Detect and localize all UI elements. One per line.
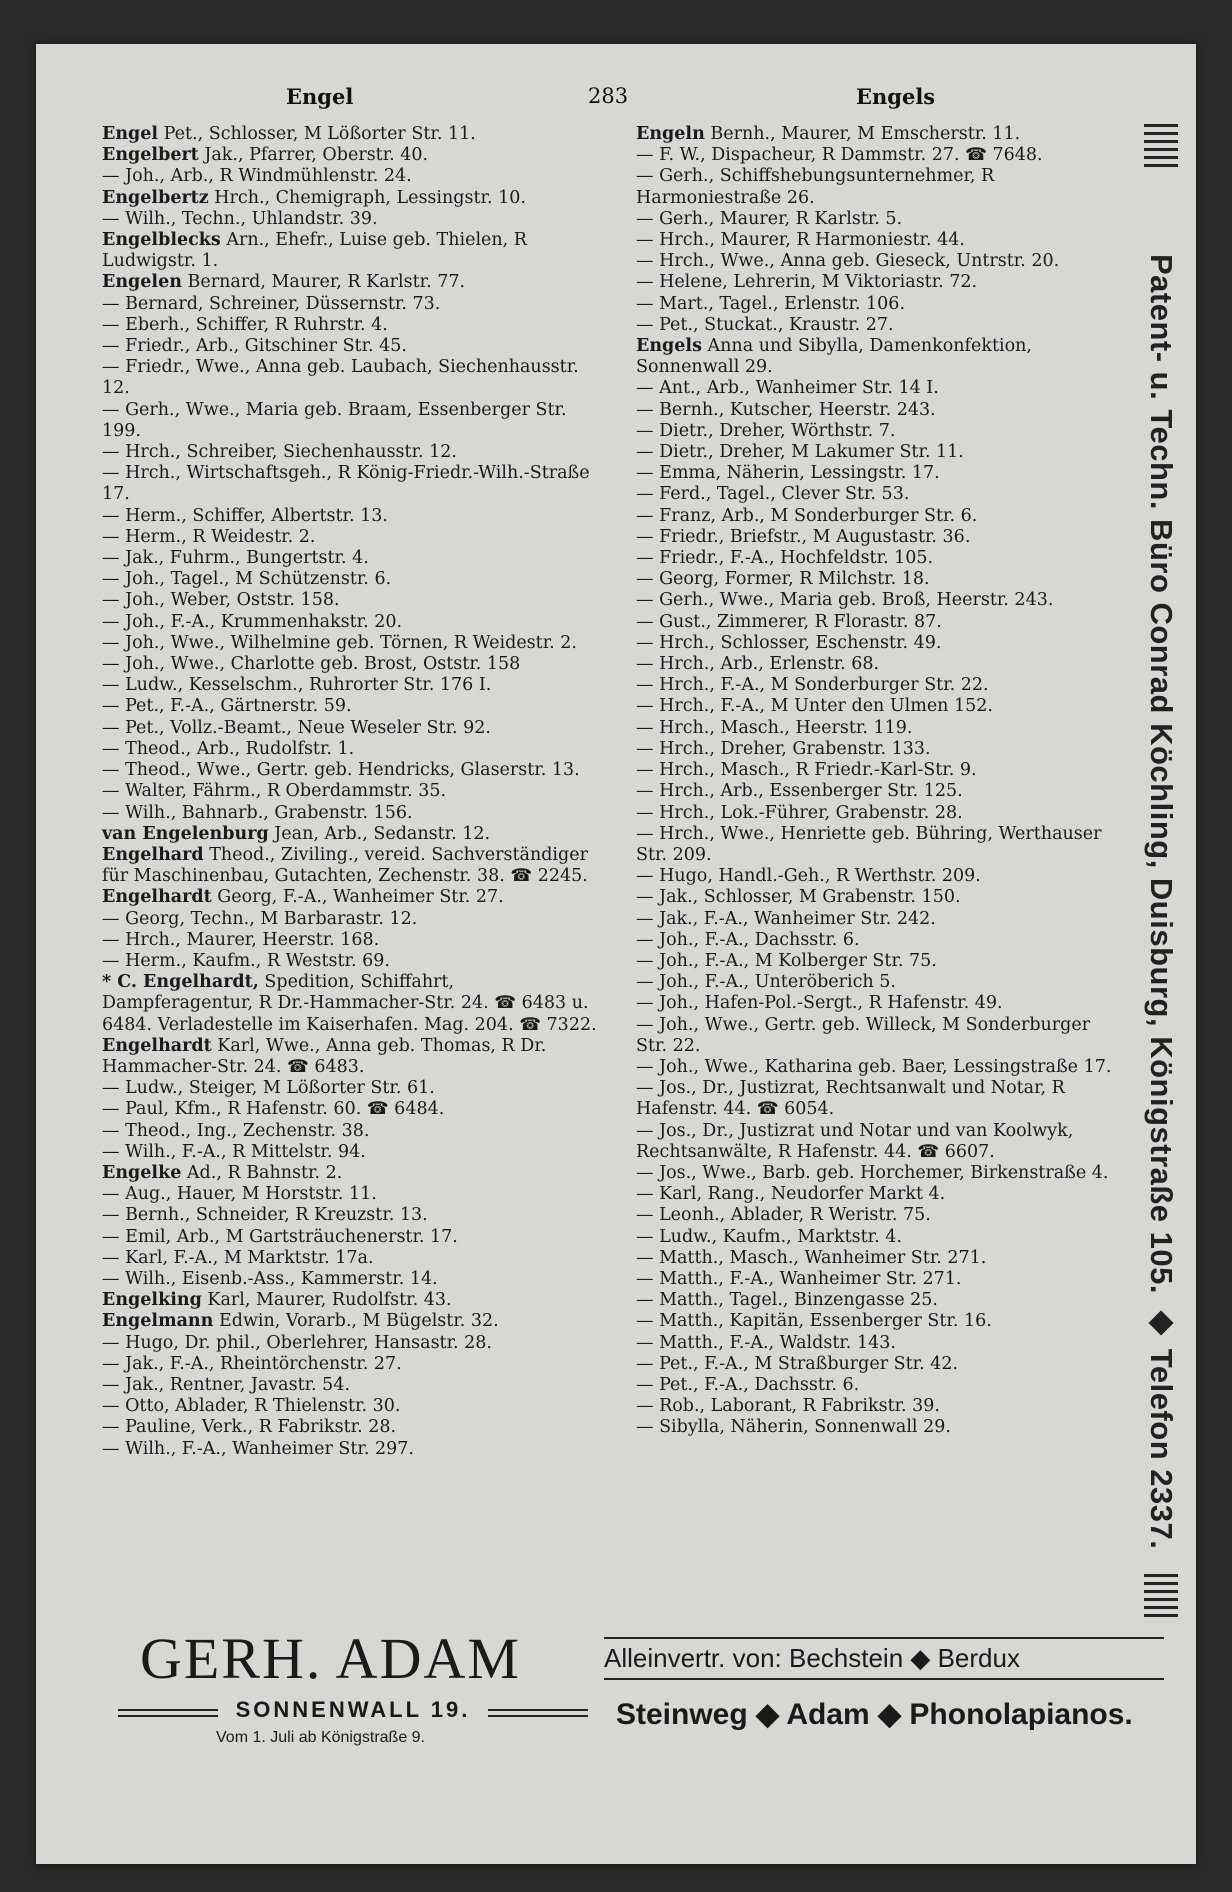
entry-text: — Hrch., Schreiber, Siechenhausstr. 12. bbox=[102, 442, 457, 463]
directory-entry bbox=[636, 993, 1116, 1014]
directory-entry bbox=[102, 506, 602, 527]
directory-entry bbox=[636, 654, 1116, 675]
header-right: Engels bbox=[856, 84, 936, 109]
entry-surname: Engel bbox=[102, 124, 159, 144]
entry-text: — F. W., Dispacheur, R Dammstr. 27. ☎ 7648. bbox=[636, 145, 1043, 166]
directory-entry bbox=[102, 951, 602, 972]
directory-entry bbox=[636, 1227, 1116, 1248]
ad-moved-note: Vom 1. Juli ab Königstraße 9. bbox=[216, 1729, 425, 1746]
entry-text: — Herm., R Weidestr. 2. bbox=[102, 526, 316, 547]
entry-text: — Hrch., Maurer, Heerstr. 168. bbox=[102, 929, 380, 950]
entry-text: — Matth., Tagel., Binzengasse 25. bbox=[636, 1290, 938, 1311]
entry-text: — Emma, Näherin, Lessingstr. 17. bbox=[636, 463, 940, 484]
entry-text: — Wilh., F.-A., Wanheimer Str. 297. bbox=[102, 1438, 414, 1459]
entry-surname: Engels bbox=[636, 336, 702, 357]
entry-text: — Joh., F.-A., Krummenhakstr. 20. bbox=[102, 611, 403, 632]
entry-surname: Engeln bbox=[636, 124, 705, 144]
directory-entry bbox=[636, 1078, 1116, 1120]
entry-surname: Engelhardt bbox=[102, 1035, 212, 1056]
entry-text: — Wilh., F.-A., R Mittelstr. 94. bbox=[102, 1141, 366, 1162]
entry-text: — Ludw., Kaufm., Marktstr. 4. bbox=[636, 1226, 902, 1247]
directory-entry bbox=[102, 209, 602, 230]
directory-entry bbox=[636, 166, 1116, 208]
directory-entry bbox=[102, 760, 602, 781]
directory-entry bbox=[102, 1396, 602, 1417]
directory-entry bbox=[102, 1121, 602, 1142]
header-left: Engel bbox=[286, 84, 354, 109]
sidebar-rule bbox=[1144, 132, 1178, 135]
page-number: 283 bbox=[588, 84, 629, 108]
directory-entry bbox=[102, 166, 602, 187]
directory-entry bbox=[636, 590, 1116, 611]
directory-entry bbox=[636, 930, 1116, 951]
entry-text: — Ferd., Tagel., Clever Str. 53. bbox=[636, 484, 910, 505]
entry-text: — Wilh., Eisenb.-Ass., Kammerstr. 14. bbox=[102, 1268, 438, 1289]
entry-text: — Gust., Zimmerer, R Florastr. 87. bbox=[636, 611, 942, 632]
directory-entry bbox=[102, 400, 602, 442]
directory-entry bbox=[102, 633, 602, 654]
directory-entry bbox=[636, 696, 1116, 717]
sidebar-rule bbox=[1144, 1598, 1178, 1601]
entry-text: — Georg, Techn., M Barbarastr. 12. bbox=[102, 908, 418, 929]
directory-entry bbox=[102, 188, 602, 209]
entry-surname: Engelhard bbox=[102, 844, 204, 865]
directory-entry bbox=[636, 887, 1116, 908]
directory-entry bbox=[636, 803, 1116, 824]
directory-entry bbox=[102, 781, 602, 802]
directory-entry bbox=[102, 294, 602, 315]
directory-entry bbox=[636, 1163, 1116, 1184]
directory-entry bbox=[636, 378, 1116, 399]
directory-entry bbox=[102, 442, 602, 463]
entry-text: — Gerh., Wwe., Maria geb. Broß, Heerstr. 243. bbox=[636, 590, 1054, 611]
directory-entry bbox=[102, 930, 602, 951]
entry-text: — Friedr., Wwe., Anna geb. Laubach, Siechenhausstr. 12. bbox=[102, 357, 585, 399]
directory-entry bbox=[102, 1248, 602, 1269]
directory-entry bbox=[102, 1439, 602, 1460]
directory-entry bbox=[636, 251, 1116, 272]
entry-surname: Engelmann bbox=[102, 1311, 214, 1332]
directory-entry bbox=[636, 506, 1116, 527]
entry-text: Arn., Ehefr., Luise geb. Thielen, R Ludwigstr. 1. bbox=[102, 230, 533, 272]
directory-entry bbox=[102, 1099, 602, 1120]
directory-entry bbox=[102, 803, 602, 824]
bottom-advertisement bbox=[96, 1619, 1156, 1749]
directory-entry bbox=[636, 866, 1116, 887]
sidebar-rule bbox=[1144, 1614, 1178, 1617]
sidebar-text: Patent- u. Techn. Büro Conrad Köchling, Duisburg, Königstraße 105. ◆ Telefon 2337. bbox=[1144, 254, 1179, 1550]
directory-entry bbox=[102, 675, 602, 696]
directory-entry bbox=[636, 824, 1116, 866]
entry-text: — Karl, F.-A., M Marktstr. 17a. bbox=[102, 1247, 374, 1268]
entry-text: — Sibylla, Näherin, Sonnenwall 29. bbox=[636, 1417, 951, 1438]
directory-entry bbox=[636, 972, 1116, 993]
entry-text: — Joh., Weber, Oststr. 158. bbox=[102, 590, 340, 611]
directory-entry bbox=[636, 1184, 1116, 1205]
directory-entry bbox=[636, 1417, 1116, 1438]
directory-entry bbox=[102, 972, 602, 1036]
entry-text: — Jos., Wwe., Barb. geb. Horchemer, Birkenstraße 4. bbox=[636, 1162, 1109, 1183]
ad-company-name: GERH. ADAM bbox=[140, 1626, 521, 1691]
directory-entry bbox=[102, 272, 602, 293]
directory-entry bbox=[102, 1078, 602, 1099]
directory-entry bbox=[636, 612, 1116, 633]
entry-text: — Walter, Fährm., R Oberdammstr. 35. bbox=[102, 781, 447, 802]
entry-text: — Hrch., Wirtschaftsgeh., R König-Friedr.-Wilh.-Straße 17. bbox=[102, 463, 596, 505]
entry-text: Bernh., Maurer, M Emscherstr. 11. bbox=[710, 124, 1021, 144]
directory-entry bbox=[102, 739, 602, 760]
entry-text: — Matth., Kapitän, Essenberger Str. 16. bbox=[636, 1311, 992, 1332]
sidebar-rule bbox=[1144, 1574, 1178, 1577]
right-column bbox=[636, 124, 1116, 1439]
directory-entry bbox=[102, 1205, 602, 1226]
directory-entry bbox=[636, 124, 1116, 145]
directory-entry bbox=[636, 209, 1116, 230]
directory-entry bbox=[102, 1333, 602, 1354]
entry-text: — Ant., Arb., Wanheimer Str. 14 I. bbox=[636, 378, 939, 399]
directory-entry bbox=[102, 887, 602, 908]
entry-text: — Ludw., Steiger, M Lößorter Str. 61. bbox=[102, 1078, 435, 1099]
entry-text: Spedition, Schiffahrt, Dampferagentur, R Dr.-Hammacher-Str. 24. ☎ 6483 u. 6484. Verladestelle im Kaiserhafen. Mag. 204. ☎ 7322. bbox=[102, 972, 597, 1035]
entry-surname: van Engelenburg bbox=[102, 823, 269, 844]
entry-text: — Dietr., Dreher, M Lakumer Str. 11. bbox=[636, 442, 964, 463]
entry-text: Theod., Ziviling., vereid. Sachverständiger für Maschinenbau, Gutachten, Zechenstr. 38. ☎ 2245. bbox=[102, 844, 594, 887]
directory-entry bbox=[636, 718, 1116, 739]
entry-text: — Matth., F.-A., Waldstr. 143. bbox=[636, 1332, 896, 1353]
entry-text: — Bernh., Kutscher, Heerstr. 243. bbox=[636, 399, 936, 420]
directory-entry bbox=[636, 1269, 1116, 1290]
entry-text: — Bernard, Schreiner, Düssernstr. 73. bbox=[102, 293, 441, 314]
directory-entry bbox=[636, 421, 1116, 442]
entry-text: Ad., R Bahnstr. 2. bbox=[186, 1162, 343, 1183]
left-column bbox=[102, 124, 602, 1460]
directory-entry bbox=[636, 484, 1116, 505]
entry-text: — Joh., Wwe., Charlotte geb. Brost, Oststr. 158 bbox=[102, 654, 521, 675]
entry-text: — Jos., Dr., Justizrat, Rechtsanwalt und Notar, R Hafenstr. 44. ☎ 6054. bbox=[636, 1078, 1071, 1120]
entry-surname: Engelbert bbox=[102, 145, 199, 166]
entry-text: — Hrch., F.-A., M Sonderburger Str. 22. bbox=[636, 675, 989, 696]
ad-dash-right bbox=[488, 1709, 588, 1717]
entry-text: — Georg, Former, R Milchstr. 18. bbox=[636, 569, 930, 590]
entry-text: — Hrch., Maurer, R Harmoniestr. 44. bbox=[636, 230, 965, 251]
entry-text: — Pet., F.-A., M Straßburger Str. 42. bbox=[636, 1353, 959, 1374]
entry-text: — Joh., Hafen-Pol.-Sergt., R Hafenstr. 49. bbox=[636, 993, 1003, 1014]
entry-text: — Franz, Arb., M Sonderburger Str. 6. bbox=[636, 505, 978, 526]
entry-text: — Gerh., Maurer, R Karlstr. 5. bbox=[636, 208, 903, 229]
entry-surname: Engelhardt bbox=[102, 887, 212, 908]
directory-entry bbox=[102, 315, 602, 336]
directory-entry bbox=[636, 230, 1116, 251]
entry-text: — Bernh., Schneider, R Kreuzstr. 13. bbox=[102, 1205, 428, 1226]
directory-entry bbox=[102, 1311, 602, 1332]
entry-text: — Hrch., F.-A., M Unter den Ulmen 152. bbox=[636, 696, 993, 717]
entry-text: — Hugo, Handl.-Geh., R Werthstr. 209. bbox=[636, 866, 981, 887]
sidebar-rule bbox=[1144, 156, 1178, 159]
entry-text: — Wilh., Techn., Uhlandstr. 39. bbox=[102, 208, 378, 229]
directory-entry bbox=[636, 145, 1116, 166]
entry-text: — Joh., Wwe., Gertr. geb. Willeck, M Sonderburger Str. 22. bbox=[636, 1014, 1096, 1056]
entry-text: Jak., Pfarrer, Oberstr. 40. bbox=[204, 145, 429, 166]
directory-entry bbox=[636, 760, 1116, 781]
sidebar-rule bbox=[1144, 1606, 1178, 1609]
entry-text: — Dietr., Dreher, Wörthstr. 7. bbox=[636, 420, 896, 441]
directory-entry bbox=[636, 1290, 1116, 1311]
directory-entry bbox=[102, 1375, 602, 1396]
entry-text: — Theod., Ing., Zechenstr. 38. bbox=[102, 1120, 370, 1141]
directory-entry bbox=[636, 442, 1116, 463]
directory-entry bbox=[102, 612, 602, 633]
entry-text: — Jak., Rentner, Javastr. 54. bbox=[102, 1374, 351, 1395]
entry-text: — Joh., Arb., R Windmühlenstr. 24. bbox=[102, 166, 412, 187]
sidebar-rule bbox=[1144, 1582, 1178, 1585]
entry-text: — Leonh., Ablader, R Weristr. 75. bbox=[636, 1205, 931, 1226]
directory-entry bbox=[102, 336, 602, 357]
entry-text: Karl, Wwe., Anna geb. Thomas, R Dr. Hammacher-Str. 24. ☎ 6483. bbox=[102, 1035, 552, 1077]
directory-entry bbox=[636, 294, 1116, 315]
entry-surname: * C. Engelhardt, bbox=[102, 972, 259, 993]
entry-text: — Hrch., Arb., Essenberger Str. 125. bbox=[636, 781, 963, 802]
directory-entry bbox=[636, 1121, 1116, 1163]
sidebar-advert bbox=[1132, 104, 1188, 1624]
directory-entry bbox=[102, 463, 602, 505]
directory-entry bbox=[102, 1184, 602, 1205]
entry-text: — Karl, Rang., Neudorfer Markt 4. bbox=[636, 1184, 946, 1205]
entry-text: Edwin, Vorarb., M Bügelstr. 32. bbox=[218, 1311, 499, 1332]
directory-entry bbox=[102, 1227, 602, 1248]
entry-surname: Engelbertz bbox=[102, 187, 209, 208]
ad-agency: Alleinvertr. von: Bechstein ◆ Berdux bbox=[604, 1637, 1164, 1680]
entry-text: — Jak., F.-A., Wanheimer Str. 242. bbox=[636, 908, 936, 929]
directory-entry bbox=[102, 1163, 602, 1184]
entry-text: — Gerh., Schiffshebungsunternehmer, R Harmoniestraße 26. bbox=[636, 166, 1000, 208]
directory-entry bbox=[102, 124, 602, 145]
sidebar-rule bbox=[1144, 1590, 1178, 1593]
directory-entry bbox=[636, 315, 1116, 336]
directory-entry bbox=[102, 718, 602, 739]
directory-entry bbox=[102, 1269, 602, 1290]
directory-entry bbox=[636, 1205, 1116, 1226]
directory-entry bbox=[102, 1354, 602, 1375]
directory-entry bbox=[636, 1311, 1116, 1332]
entry-text: — Joh., F.-A., Unteröberich 5. bbox=[636, 972, 896, 993]
entry-text: — Pet., Vollz.-Beamt., Neue Weseler Str. 92. bbox=[102, 717, 491, 738]
entry-text: — Hrch., Lok.-Führer, Grabenstr. 28. bbox=[636, 802, 963, 823]
directory-entry bbox=[636, 951, 1116, 972]
entry-text: — Hrch., Schlosser, Eschenstr. 49. bbox=[636, 632, 942, 653]
directory-entry bbox=[102, 230, 602, 272]
entry-text: — Friedr., F.-A., Hochfeldstr. 105. bbox=[636, 548, 934, 569]
sidebar-rule bbox=[1144, 140, 1178, 143]
directory-entry bbox=[102, 569, 602, 590]
directory-entry bbox=[636, 1057, 1116, 1078]
entry-text: — Wilh., Bahnarb., Grabenstr. 156. bbox=[102, 802, 413, 823]
directory-entry bbox=[636, 1396, 1116, 1417]
ad-brands: Steinweg ◆ Adam ◆ Phonolapianos. bbox=[616, 1698, 1133, 1731]
sidebar-rule bbox=[1144, 164, 1178, 167]
directory-entry bbox=[636, 272, 1116, 293]
entry-text: — Joh., Wwe., Wilhelmine geb. Törnen, R Weidestr. 2. bbox=[102, 632, 577, 653]
sidebar-rule bbox=[1144, 148, 1178, 151]
directory-entry bbox=[102, 1036, 602, 1078]
entry-text: — Joh., F.-A., Dachsstr. 6. bbox=[636, 929, 860, 950]
entry-text: — Theod., Arb., Rudolfstr. 1. bbox=[102, 738, 355, 759]
entry-text: — Paul, Kfm., R Hafenstr. 60. ☎ 6484. bbox=[102, 1099, 445, 1120]
directory-entry bbox=[636, 909, 1116, 930]
entry-text: — Rob., Laborant, R Fabrikstr. 39. bbox=[636, 1396, 940, 1417]
entry-text: — Jos., Dr., Justizrat und Notar und van Koolwyk, Rechtsanwälte, R Hafenstr. 44. ☎ 6607. bbox=[636, 1120, 1079, 1162]
entry-text: — Matth., F.-A., Wanheimer Str. 271. bbox=[636, 1268, 962, 1289]
directory-entry bbox=[636, 1354, 1116, 1375]
directory-entry bbox=[102, 527, 602, 548]
directory-entry bbox=[636, 675, 1116, 696]
entry-text: Pet., Schlosser, M Lößorter Str. 11. bbox=[163, 124, 476, 144]
entry-text: — Joh., F.-A., M Kolberger Str. 75. bbox=[636, 950, 937, 971]
entry-text: — Jak., Fuhrm., Bungertstr. 4. bbox=[102, 548, 369, 569]
directory-entry bbox=[102, 357, 602, 399]
ad-street: SONNENWALL 19. bbox=[235, 1697, 471, 1722]
entry-text: — Hrch., Arb., Erlenstr. 68. bbox=[636, 654, 880, 675]
entry-text: — Herm., Schiffer, Albertstr. 13. bbox=[102, 505, 388, 526]
entry-surname: Engelke bbox=[102, 1162, 182, 1183]
entry-text: Hrch., Chemigraph, Lessingstr. 10. bbox=[214, 187, 526, 208]
entry-text: — Hugo, Dr. phil., Oberlehrer, Hansastr. 28. bbox=[102, 1332, 492, 1353]
entry-text: — Pet., F.-A., Dachsstr. 6. bbox=[636, 1374, 860, 1395]
entry-text: — Hrch., Dreher, Grabenstr. 133. bbox=[636, 738, 931, 759]
directory-entry bbox=[102, 845, 602, 887]
entry-text: — Gerh., Wwe., Maria geb. Braam, Essenberger Str. 199. bbox=[102, 399, 573, 441]
entry-surname: Engelblecks bbox=[102, 230, 221, 251]
entry-text: Bernard, Maurer, R Karlstr. 77. bbox=[187, 272, 466, 293]
entry-text: — Theod., Wwe., Gertr. geb. Hendricks, Glaserstr. 13. bbox=[102, 760, 580, 781]
directory-page bbox=[36, 44, 1196, 1864]
sidebar-rule bbox=[1144, 124, 1178, 127]
entry-text: — Hrch., Wwe., Henriette geb. Bühring, Werthauser Str. 209. bbox=[636, 823, 1108, 865]
entry-text: — Matth., Masch., Wanheimer Str. 271. bbox=[636, 1247, 987, 1268]
entry-surname: Engelen bbox=[102, 272, 182, 293]
directory-entry bbox=[102, 909, 602, 930]
directory-entry bbox=[102, 1417, 602, 1438]
directory-entry bbox=[636, 548, 1116, 569]
entry-surname: Engelking bbox=[102, 1290, 202, 1311]
entry-text: — Friedr., Briefstr., M Augustastr. 36. bbox=[636, 526, 971, 547]
entry-text: — Joh., Tagel., M Schützenstr. 6. bbox=[102, 569, 392, 590]
directory-entry bbox=[636, 633, 1116, 654]
directory-entry bbox=[102, 824, 602, 845]
entry-text: — Jak., Schlosser, M Grabenstr. 150. bbox=[636, 887, 961, 908]
directory-entry bbox=[636, 463, 1116, 484]
entry-text: — Ludw., Kesselschm., Ruhrorter Str. 176 I. bbox=[102, 675, 492, 696]
entry-text: — Hrch., Masch., R Friedr.-Karl-Str. 9. bbox=[636, 760, 977, 781]
entry-text: — Pauline, Verk., R Fabrikstr. 28. bbox=[102, 1417, 397, 1438]
directory-entry bbox=[636, 739, 1116, 760]
entry-text: — Hrch., Wwe., Anna geb. Gieseck, Untrstr. 20. bbox=[636, 251, 1060, 272]
directory-entry bbox=[102, 1290, 602, 1311]
directory-entry bbox=[636, 336, 1116, 378]
entry-text: — Herm., Kaufm., R Weststr. 69. bbox=[102, 950, 390, 971]
entry-text: — Helene, Lehrerin, M Viktoriastr. 72. bbox=[636, 272, 978, 293]
entry-text: Anna und Sibylla, Damenkonfektion, Sonnenwall 29. bbox=[636, 336, 1038, 378]
directory-entry bbox=[102, 548, 602, 569]
entry-text: — Jak., F.-A., Rheintörchenstr. 27. bbox=[102, 1353, 402, 1374]
entry-text: — Pet., Stuckat., Kraustr. 27. bbox=[636, 314, 894, 335]
directory-entry bbox=[102, 696, 602, 717]
entry-text: — Otto, Ablader, R Thielenstr. 30. bbox=[102, 1396, 401, 1417]
entry-text: — Pet., F.-A., Gärtnerstr. 59. bbox=[102, 696, 352, 717]
entry-text: — Eberh., Schiffer, R Ruhrstr. 4. bbox=[102, 314, 388, 335]
entry-text: Karl, Maurer, Rudolfstr. 43. bbox=[207, 1290, 452, 1311]
entry-text: — Joh., Wwe., Katharina geb. Baer, Lessingstraße 17. bbox=[636, 1056, 1112, 1077]
directory-entry bbox=[102, 145, 602, 166]
entry-text: Georg, F.-A., Wanheimer Str. 27. bbox=[217, 887, 504, 908]
directory-entry bbox=[636, 400, 1116, 421]
entry-text: Jean, Arb., Sedanstr. 12. bbox=[274, 823, 491, 844]
directory-entry bbox=[102, 590, 602, 611]
entry-text: — Friedr., Arb., Gitschiner Str. 45. bbox=[102, 336, 407, 357]
directory-entry bbox=[636, 1375, 1116, 1396]
entry-text: — Hrch., Masch., Heerstr. 119. bbox=[636, 717, 913, 738]
entry-text: — Aug., Hauer, M Horststr. 11. bbox=[102, 1184, 377, 1205]
directory-entry bbox=[636, 569, 1116, 590]
entry-text: — Mart., Tagel., Erlenstr. 106. bbox=[636, 293, 906, 314]
entry-text: — Emil, Arb., M Gartsträuchenerstr. 17. bbox=[102, 1226, 458, 1247]
directory-entry bbox=[636, 1015, 1116, 1057]
directory-entry bbox=[636, 1333, 1116, 1354]
directory-entry bbox=[102, 654, 602, 675]
directory-entry bbox=[636, 527, 1116, 548]
directory-entry bbox=[636, 1248, 1116, 1269]
directory-entry bbox=[636, 781, 1116, 802]
directory-entry bbox=[102, 1142, 602, 1163]
